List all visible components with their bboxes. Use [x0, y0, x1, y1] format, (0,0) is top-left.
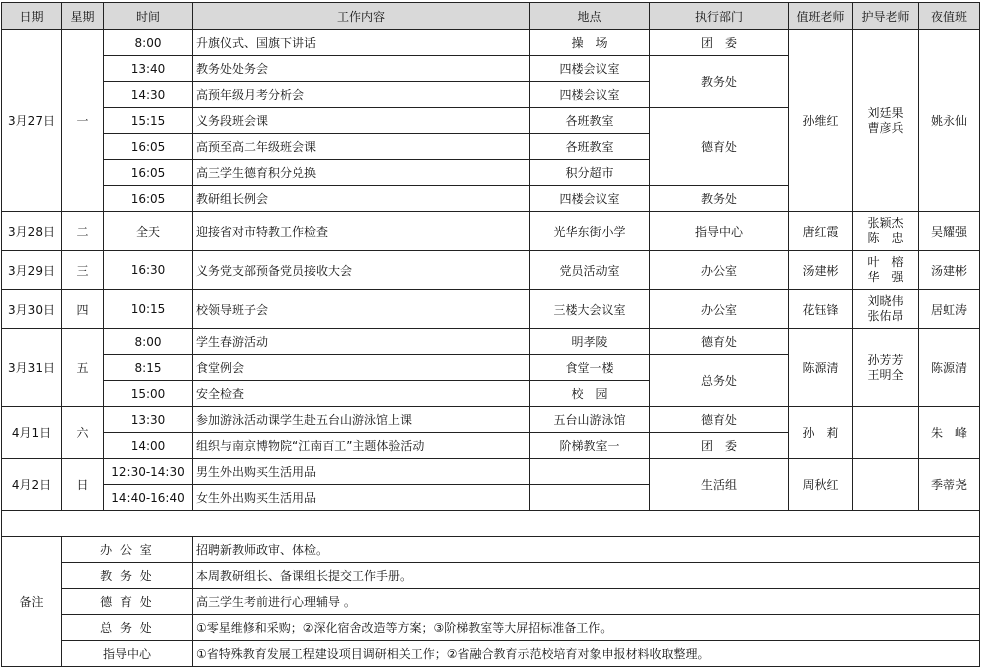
time-cell: 16:05: [104, 160, 193, 186]
guard-teacher-name: 叶 榕: [867, 255, 904, 269]
place-cell: [530, 485, 650, 511]
duty-teacher-cell: 孙维红: [789, 30, 853, 212]
notes-text: 高三学生考前进行心理辅导 。: [193, 589, 980, 615]
place-cell: 四楼会议室: [530, 82, 650, 108]
date-cell: 4月2日: [2, 459, 62, 511]
guard-teacher-cell: [853, 407, 919, 459]
notes-text: ①零星维修和采购；②深化宿舍改造等方案；③阶梯教室等大屏招标准备工作。: [193, 615, 980, 641]
guard-teacher-name: 陈 忠: [867, 231, 904, 245]
dept-cell: 团 委: [650, 30, 789, 56]
notes-dept: 办 公 室: [62, 537, 193, 563]
time-cell: 15:15: [104, 108, 193, 134]
dept-cell: 德育处: [650, 407, 789, 433]
content-cell: 高三学生德育积分兑换: [193, 160, 530, 186]
time-cell: 14:40-16:40: [104, 485, 193, 511]
night-duty-cell: 吴耀强: [919, 212, 980, 251]
weekday-cell: 六: [62, 407, 104, 459]
night-duty-cell: 季蒂尧: [919, 459, 980, 511]
weekday-cell: 五: [62, 329, 104, 407]
header-weekday: 星期: [62, 3, 104, 30]
header-guard-teacher: 护导老师: [853, 3, 919, 30]
weekday-cell: 三: [62, 251, 104, 290]
guard-teacher-name: 曹彦兵: [867, 120, 904, 135]
guard-teacher-cell: [853, 329, 919, 407]
header-content: 工作内容: [193, 3, 530, 30]
duty-teacher-cell: 陈源清: [789, 329, 853, 407]
header-place: 地点: [530, 3, 650, 30]
content-cell: 教务处处务会: [193, 56, 530, 82]
guard-teacher-name: 孙芳芳: [867, 352, 904, 367]
notes-label: 备注: [2, 537, 62, 667]
night-duty-cell: 汤建彬: [919, 251, 980, 290]
dept-cell: 生活组: [650, 459, 789, 511]
guard-teacher-name: 王明全: [867, 367, 904, 382]
guard-teacher-name: 刘晓伟: [867, 294, 904, 308]
night-duty-cell: 陈源清: [919, 329, 980, 407]
table-row: [2, 329, 980, 355]
time-cell: 12:30-14:30: [104, 459, 193, 485]
time-cell: 14:00: [104, 433, 193, 459]
guard-teacher-name: 华 强: [867, 270, 904, 284]
night-duty-cell: 姚永仙: [919, 30, 980, 212]
night-duty-cell: 朱 峰: [919, 407, 980, 459]
notes-row: [2, 537, 980, 563]
table-row: [2, 459, 980, 485]
guard-teacher-cell: [853, 459, 919, 511]
place-cell: 各班教室: [530, 108, 650, 134]
weekly-schedule-table: [1, 2, 980, 667]
content-cell: 迎接省对市特教工作检查: [193, 212, 530, 251]
weekday-cell: 二: [62, 212, 104, 251]
content-cell: 组织与南京博物院“江南百工”主题体验活动: [193, 433, 530, 459]
dept-cell: 办公室: [650, 290, 789, 329]
time-cell: 13:40: [104, 56, 193, 82]
table-row: [2, 30, 980, 56]
notes-row: [2, 563, 980, 589]
content-cell: 义务段班会课: [193, 108, 530, 134]
notes-dept: 教 务 处: [62, 563, 193, 589]
content-cell: 高预年级月考分析会: [193, 82, 530, 108]
table-row: [2, 212, 980, 251]
time-cell: 8:00: [104, 30, 193, 56]
content-cell: 男生外出购买生活用品: [193, 459, 530, 485]
date-cell: 3月30日: [2, 290, 62, 329]
time-cell: 10:15: [104, 290, 193, 329]
time-cell: 全天: [104, 212, 193, 251]
content-cell: 升旗仪式、国旗下讲话: [193, 30, 530, 56]
place-cell: 操 场: [530, 30, 650, 56]
table-row: [2, 251, 980, 290]
guard-teacher-cell: [853, 212, 919, 251]
place-cell: 各班教室: [530, 134, 650, 160]
notes-text: ①省特殊教育发展工程建设项目调研相关工作；②省融合教育示范校培育对象申报材料收取整理。: [193, 641, 980, 667]
time-cell: 14:30: [104, 82, 193, 108]
dept-cell: 德育处: [650, 329, 789, 355]
time-cell: 16:30: [104, 251, 193, 290]
header-duty-teacher: 值班老师: [789, 3, 853, 30]
content-cell: 女生外出购买生活用品: [193, 485, 530, 511]
header-date: 日期: [2, 3, 62, 30]
table-row: [2, 407, 980, 433]
content-cell: 安全检查: [193, 381, 530, 407]
place-cell: 明孝陵: [530, 329, 650, 355]
notes-row: [2, 641, 980, 667]
place-cell: 党员活动室: [530, 251, 650, 290]
place-cell: 食堂一楼: [530, 355, 650, 381]
header-night-duty: 夜值班: [919, 3, 980, 30]
place-cell: 光华东街小学: [530, 212, 650, 251]
place-cell: 阶梯教室一: [530, 433, 650, 459]
date-cell: 3月27日: [2, 30, 62, 212]
header-dept: 执行部门: [650, 3, 789, 30]
duty-teacher-cell: 汤建彬: [789, 251, 853, 290]
time-cell: 15:00: [104, 381, 193, 407]
dept-cell: 办公室: [650, 251, 789, 290]
time-cell: 13:30: [104, 407, 193, 433]
duty-teacher-cell: 孙 莉: [789, 407, 853, 459]
place-cell: 校 园: [530, 381, 650, 407]
place-cell: 三楼大会议室: [530, 290, 650, 329]
weekday-cell: 日: [62, 459, 104, 511]
time-cell: 8:15: [104, 355, 193, 381]
weekday-cell: 四: [62, 290, 104, 329]
date-cell: 4月1日: [2, 407, 62, 459]
guard-teacher-cell: [853, 251, 919, 290]
dept-cell: 教务处: [650, 186, 789, 212]
notes-text: 本周教研组长、备课组长提交工作手册。: [193, 563, 980, 589]
dept-cell: 团 委: [650, 433, 789, 459]
content-cell: 校领导班子会: [193, 290, 530, 329]
date-cell: 3月29日: [2, 251, 62, 290]
place-cell: 五台山游泳馆: [530, 407, 650, 433]
notes-text: 招聘新教师政审、体检。: [193, 537, 980, 563]
guard-teacher-name: 刘廷果: [867, 105, 904, 120]
table-row: [2, 290, 980, 329]
content-cell: 义务党支部预备党员接收大会: [193, 251, 530, 290]
header-time: 时间: [104, 3, 193, 30]
notes-dept: 总 务 处: [62, 615, 193, 641]
content-cell: 教研组长例会: [193, 186, 530, 212]
content-cell: 食堂例会: [193, 355, 530, 381]
guard-teacher-name: 张佑昂: [867, 309, 904, 323]
duty-teacher-cell: 花钰锋: [789, 290, 853, 329]
dept-cell: 指导中心: [650, 212, 789, 251]
notes-row: [2, 615, 980, 641]
dept-cell: 德育处: [650, 108, 789, 186]
place-cell: 四楼会议室: [530, 56, 650, 82]
dept-cell: 教务处: [650, 56, 789, 108]
place-cell: 四楼会议室: [530, 186, 650, 212]
duty-teacher-cell: 唐红霞: [789, 212, 853, 251]
notes-row: [2, 589, 980, 615]
duty-teacher-cell: 周秋红: [789, 459, 853, 511]
content-cell: 高预至高二年级班会课: [193, 134, 530, 160]
time-cell: 16:05: [104, 186, 193, 212]
weekday-cell: 一: [62, 30, 104, 212]
time-cell: 16:05: [104, 134, 193, 160]
header-row: [2, 3, 980, 30]
dept-cell: 总务处: [650, 355, 789, 407]
date-cell: 3月28日: [2, 212, 62, 251]
content-cell: 学生春游活动: [193, 329, 530, 355]
place-cell: [530, 459, 650, 485]
section-spacer: [2, 511, 980, 537]
night-duty-cell: 居虹涛: [919, 290, 980, 329]
time-cell: 8:00: [104, 329, 193, 355]
content-cell: 参加游泳活动课学生赴五台山游泳馆上课: [193, 407, 530, 433]
place-cell: 积分超市: [530, 160, 650, 186]
guard-teacher-cell: [853, 30, 919, 212]
notes-dept: 德 育 处: [62, 589, 193, 615]
date-cell: 3月31日: [2, 329, 62, 407]
notes-dept: 指导中心: [62, 641, 193, 667]
guard-teacher-cell: [853, 290, 919, 329]
guard-teacher-name: 张颖杰: [867, 216, 904, 230]
